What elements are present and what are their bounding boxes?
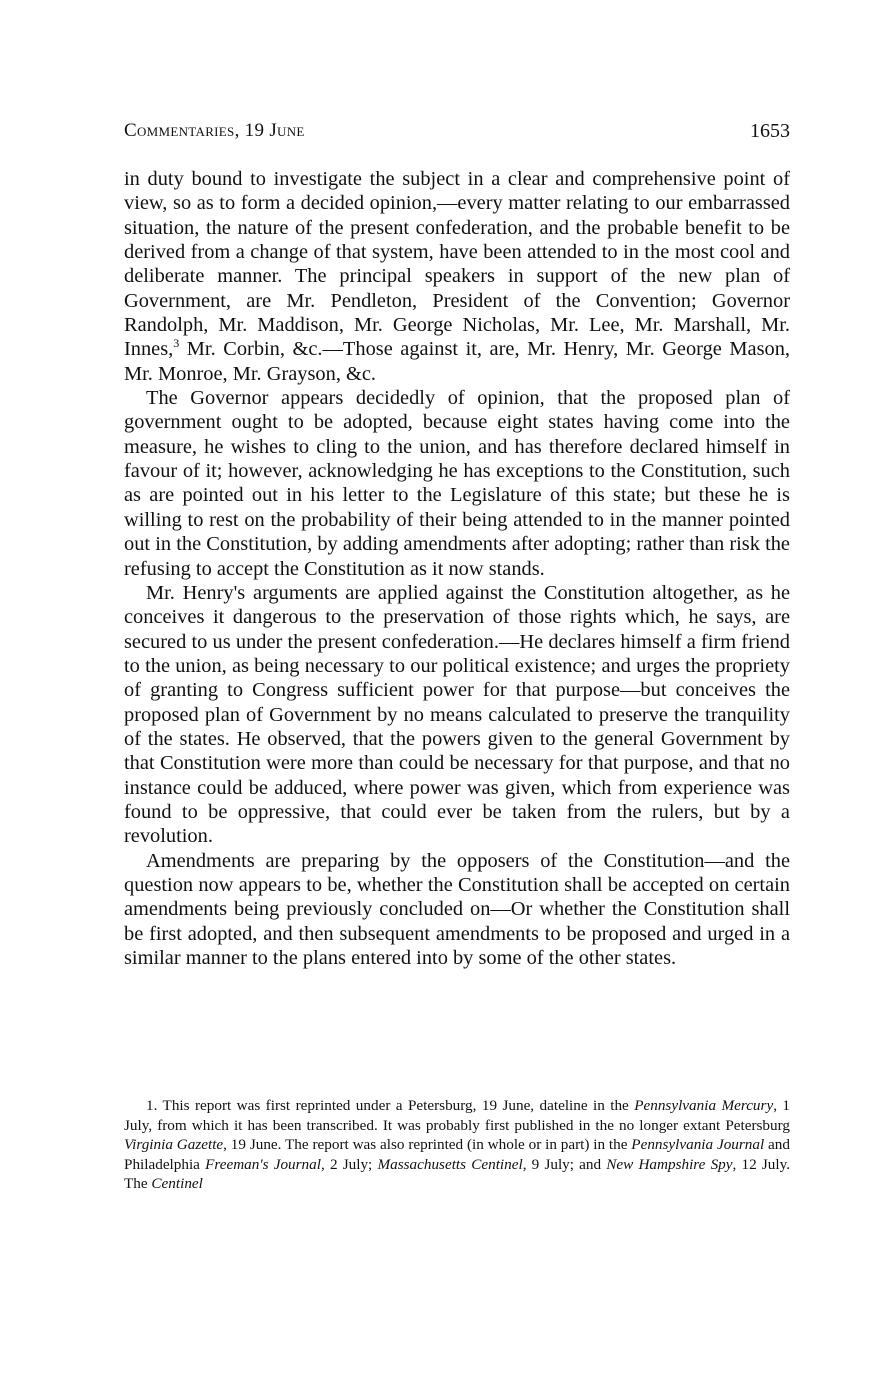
paragraph-1-text: in duty bound to investigate the subject in a clear and comprehensive point of view, so as to form a decided opinion,—every matter relating to our embarrassed situation, the nature of the present confederation, and the probable benefit to be derived from a change of that system, have been attended to in the most cool and deliberate manner. The principal speakers in support of the new plan of Government, are Mr. Pendleton, President of the Convention; Governor Randolph, Mr. Maddison, Mr. George Nicholas, Mr. Lee, Mr. Marshall, Mr. Innes, [124, 168, 790, 361]
footnotes [124, 1096, 790, 1194]
main-text [124, 167, 790, 970]
footnote-text: , 1 July, from which it has been transcribed. It was probably first published in the no longer extant Petersburg [124, 1097, 790, 1134]
running-head-title: Commentaries, 19 June [124, 120, 305, 141]
footnote-text: , 19 June. The report was also reprinted (in whole or in part) in the [223, 1136, 632, 1154]
footnote-number: 1. [146, 1097, 158, 1114]
footnote-title: Pennsylvania Journal [631, 1136, 765, 1154]
paragraph-2: The Governor appears decidedly of opinion, that the proposed plan of government ought to be adopted, because eight states having come into the measure, he wishes to cling to the union, and has therefore declared himself in favour of it; however, acknowledging he has exceptions to the Constitution, such as are pointed out in his letter to the Legislature of this state; but these he is willing to rest on the probability of their being attended to in the manner pointed out in the Constitution, by adding amendments after adopting; rather than risk the refusing to accept the Constitution as it now stands. [124, 387, 790, 580]
paragraph-3: Mr. Henry's arguments are applied against the Constitution altogether, as he conceives it dangerous to the preservation of those rights which, he says, are secured to us under the present confederation.—He declares himself a firm friend to the union, as being necessary to our political existence; and urges the propriety of granting to Congress sufficient power for that purpose—but conceives the proposed plan of Government by no means calculated to preserve the tranquility of the states. He observed, that the powers given to the general Government by that Constitution were more than could be necessary for that purpose, and that no instance could be adduced, where power was given, which from experience was found to be oppressive, that could ever be taken from the rulers, but by a revolution. [124, 581, 790, 848]
footnote-title: New Hampshire Spy [606, 1155, 733, 1173]
footnote-title: Virginia Gazette [124, 1136, 224, 1154]
footnote-text: , 9 July; and [522, 1155, 607, 1173]
footnote-text: This report was first reprinted under a Petersburg, 19 June, dateline in the [162, 1097, 635, 1114]
footnote-title: Freeman's Journal [205, 1155, 321, 1173]
paragraph-1-end: Mr. Corbin, &c.—Those against it, are, Mr. Henry, Mr. George Mason, Mr. Monroe, Mr. Grayson, &c. [124, 338, 790, 385]
note-reference: 3 [173, 336, 180, 351]
footnote-title: Pennsylvania Mercury [634, 1097, 774, 1114]
page-number: 1653 [750, 120, 790, 142]
footnote-text: , 2 July; [320, 1155, 378, 1173]
running-head [124, 118, 790, 144]
paragraph-1 [124, 167, 790, 386]
footnote-title: Massachusetts Centinel [377, 1155, 523, 1173]
footnote-title: Centinel [151, 1175, 203, 1193]
footnote-text: , 12 July. The [124, 1155, 790, 1193]
footnote-1 [124, 1096, 790, 1194]
paragraph-4: Amendments are preparing by the opposers of the Constitution—and the question now appears to be, whether the Constitution shall be accepted on certain amendments being previously concluded on—Or whether the Constitution shall be first adopted, and then subsequent amendments to be proposed and urged in a similar manner to the plans entered into by some of the other states. [124, 849, 790, 969]
footnote-text: and Philadelphia [124, 1136, 790, 1173]
